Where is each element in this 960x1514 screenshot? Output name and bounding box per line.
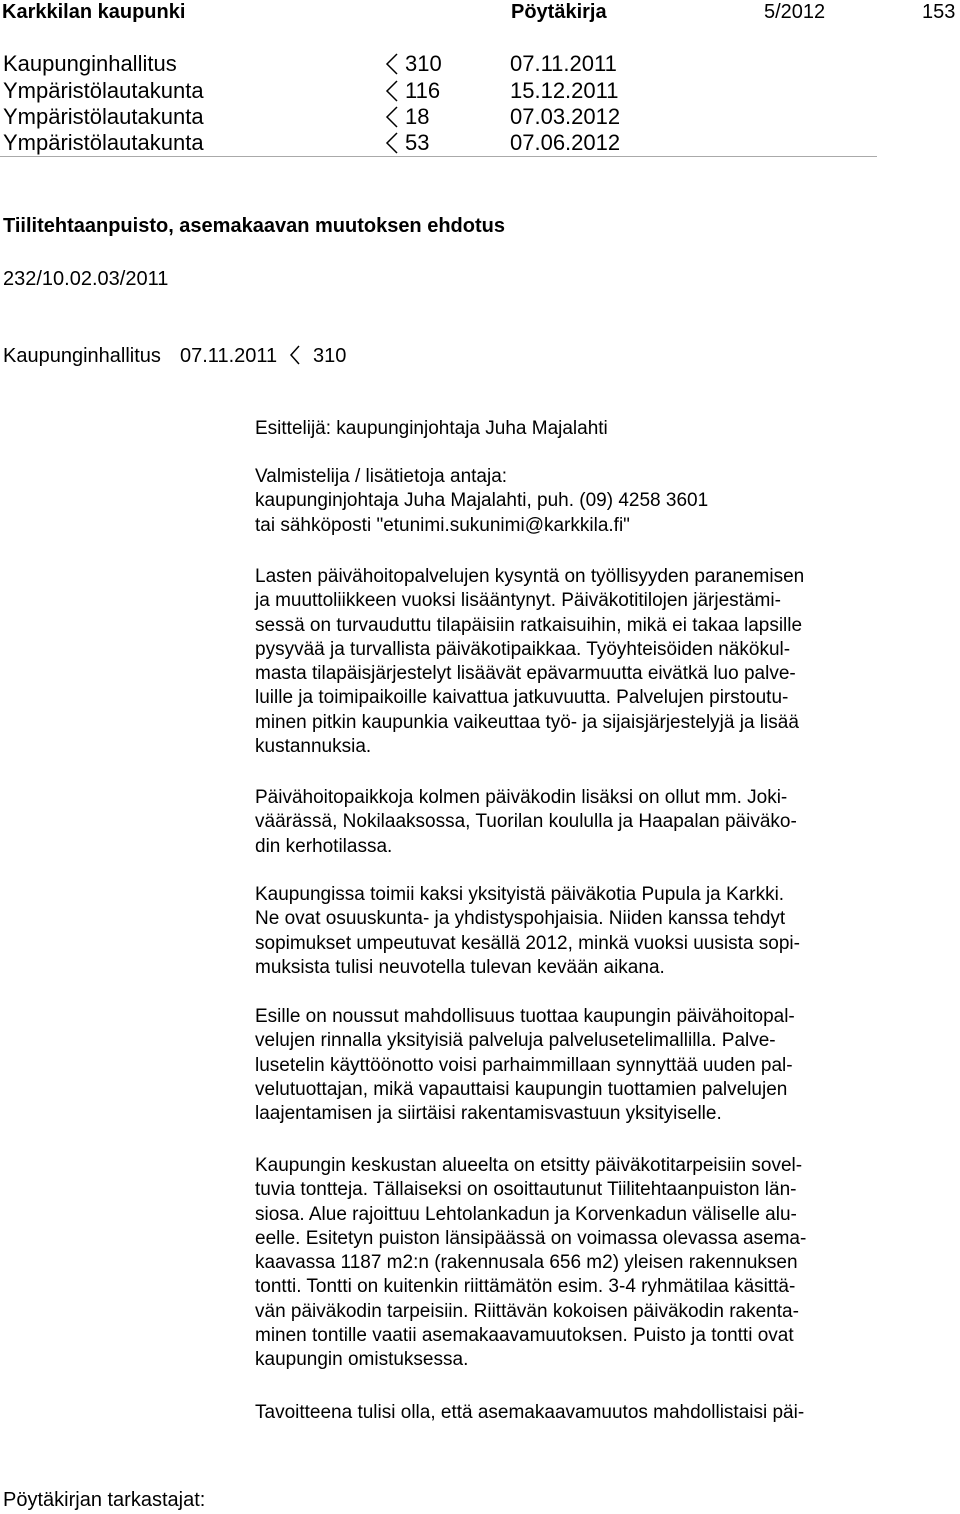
paragraph-line: lusetelin käyttöönotto voisi parhaimmillaan synnyttää uuden pal-	[255, 1054, 793, 1076]
paragraph-line: tontti. Tontti on kuitenkin riittämätön esim. 3-4 ryhmätilaa käsittä-	[255, 1276, 796, 1298]
history-date: 15.12.2011	[510, 78, 619, 103]
history-number: 310	[405, 51, 442, 76]
paragraph	[255, 1401, 804, 1425]
section-arrow-icon	[385, 131, 399, 155]
meeting-number: 310	[313, 345, 347, 367]
paragraph-line: Esille on noussut mahdollisuus tuottaa kaupungin päivähoitopal-	[255, 1006, 795, 1027]
section-arrow-icon	[289, 344, 301, 366]
paragraph	[255, 786, 797, 859]
paragraph-line: Päivähoitopaikkoja kolmen päiväkodin lisäksi on ollut mm. Joki-	[255, 787, 788, 808]
paragraph-line: väärässä, Nokilaaksossa, Tuorilan koululla ja Haapalan päiväko-	[255, 811, 797, 833]
paragraph-line: Tavoitteena tulisi olla, että asemakaavamuutos mahdollistaisi päi-	[255, 1402, 805, 1423]
paragraph-line: tuvia tontteja. Tällaiseksi on osoittautunut Tiilitehtaanpuiston län-	[255, 1179, 797, 1201]
history-number: 116	[405, 78, 441, 103]
paragraph	[255, 1154, 806, 1373]
paragraph-line: eelle. Esitetyn puiston länsipäässä on voimassa olevassa asema-	[255, 1227, 807, 1249]
page-number: 153	[922, 1, 956, 23]
paragraph-line: velujen rinnalla yksityisiä palveluja palvelusetelimallilla. Palve-	[255, 1030, 776, 1052]
history-body: Ympäristölautakunta	[3, 78, 204, 103]
organization-name: Karkkilan kaupunki	[2, 1, 186, 23]
document-type: Pöytäkirja	[511, 1, 607, 23]
paragraph	[255, 883, 800, 980]
issue-number: 5/2012	[764, 1, 826, 23]
paragraph	[255, 1005, 795, 1126]
paragraph-line: muksista tulisi neuvotella tulevan kevään aikana.	[255, 956, 665, 978]
section-arrow-icon	[385, 52, 399, 76]
history-date: 07.11.2011	[510, 51, 617, 76]
preparer-line: tai sähköposti "etunimi.sukunimi@karkkila.fi"	[255, 514, 630, 536]
paragraph-line: velutuottajan, mikä vapauttaisi kaupungin tuottamien palvelujen	[255, 1078, 788, 1100]
paragraph-line: Ne ovat osuuskunta- ja yhdistyspohjaisia. Niiden kanssa tehdyt	[255, 908, 786, 930]
footer-inspectors: Pöytäkirjan tarkastajat:	[3, 1489, 206, 1511]
history-date: 07.06.2012	[510, 130, 621, 155]
paragraph-line: kaupungin omistuksessa.	[255, 1349, 469, 1371]
meeting-body: Kaupunginhallitus	[3, 345, 161, 367]
paragraph-line: sopimukset umpeutuvat kesällä 2012, minkä vuoksi uusista sopi-	[255, 932, 800, 954]
history-body: Kaupunginhallitus	[3, 51, 177, 76]
history-body: Ympäristölautakunta	[3, 104, 204, 129]
paragraph-line: sessä on turvauduttu tilapäisiin ratkaisuihin, mikä ei takaa lapsille	[255, 614, 803, 636]
history-body: Ympäristölautakunta	[3, 130, 204, 155]
preparer-line: kaupunginjohtaja Juha Majalahti, puh. (09) 4258 3601	[255, 490, 709, 512]
section-arrow-icon	[385, 79, 399, 103]
presenter: Esittelijä: kaupunginjohtaja Juha Majalahti	[255, 418, 608, 439]
paragraph-line: ja muuttoliikkeen vuoksi lisääntynyt. Päiväkotitilojen järjestämi-	[255, 590, 781, 612]
paragraph-line: Kaupungissa toimii kaksi yksityistä päiväkotia Pupula ja Karkki.	[255, 884, 785, 905]
paragraph-line: Lasten päivähoitopalvelujen kysyntä on työllisyyden paranemisen	[255, 566, 805, 587]
header-divider	[0, 156, 877, 157]
paragraph-line: laajentamisen ja siirtäisi rakentamisvastuun yksityiselle.	[255, 1103, 722, 1125]
paragraph-line: Kaupungin keskustan alueelta on etsitty päiväkotitarpeisiin sovel-	[255, 1155, 803, 1176]
paragraph-line: minen tontille vaatii asemakaavamuutoksen. Puisto ja tontti ovat	[255, 1325, 794, 1347]
paragraph-line: kaavassa 1187 m2:n (rakennusala 656 m2) yleisen rakennuksen	[255, 1252, 798, 1274]
section-arrow-icon	[385, 105, 399, 129]
history-number: 18	[405, 104, 430, 129]
preparer-info	[255, 465, 708, 538]
paragraph	[255, 565, 804, 759]
paragraph-line: masta tilapäisjärjestelyt lisäävät epävarmuutta eivätkä luo palve-	[255, 663, 796, 685]
history-date: 07.03.2012	[510, 104, 621, 129]
paragraph-line: pysyvää ja turvallista päiväkotipaikkaa. Työyhteisöiden näkökul-	[255, 638, 791, 660]
paragraph-line: kustannuksia.	[255, 736, 372, 758]
history-number: 53	[405, 130, 430, 155]
meeting-date: 07.11.2011	[180, 345, 278, 367]
diary-number: 232/10.02.03/2011	[3, 268, 169, 290]
paragraph-line: luille ja toimipaikoille kaivattua jatkuvuutta. Palvelujen pirstoutu-	[255, 687, 789, 709]
paragraph-line: minen pitkin kaupunkia vaikeuttaa työ- ja sijaisjärjestelyjä ja lisää	[255, 711, 799, 733]
paragraph-line: vän päiväkodin tarpeisiin. Riittävän kokoisen päiväkodin rakenta-	[255, 1300, 799, 1322]
preparer-line: Valmistelija / lisätietoja antaja:	[255, 466, 508, 487]
paragraph-line: din kerhotilassa.	[255, 835, 393, 857]
paragraph-line: siosa. Alue rajoittuu Lehtolankadun ja Korvenkadun väliselle alu-	[255, 1203, 797, 1225]
section-title: Tiilitehtaanpuisto, asemakaavan muutoksen ehdotus	[3, 215, 505, 237]
